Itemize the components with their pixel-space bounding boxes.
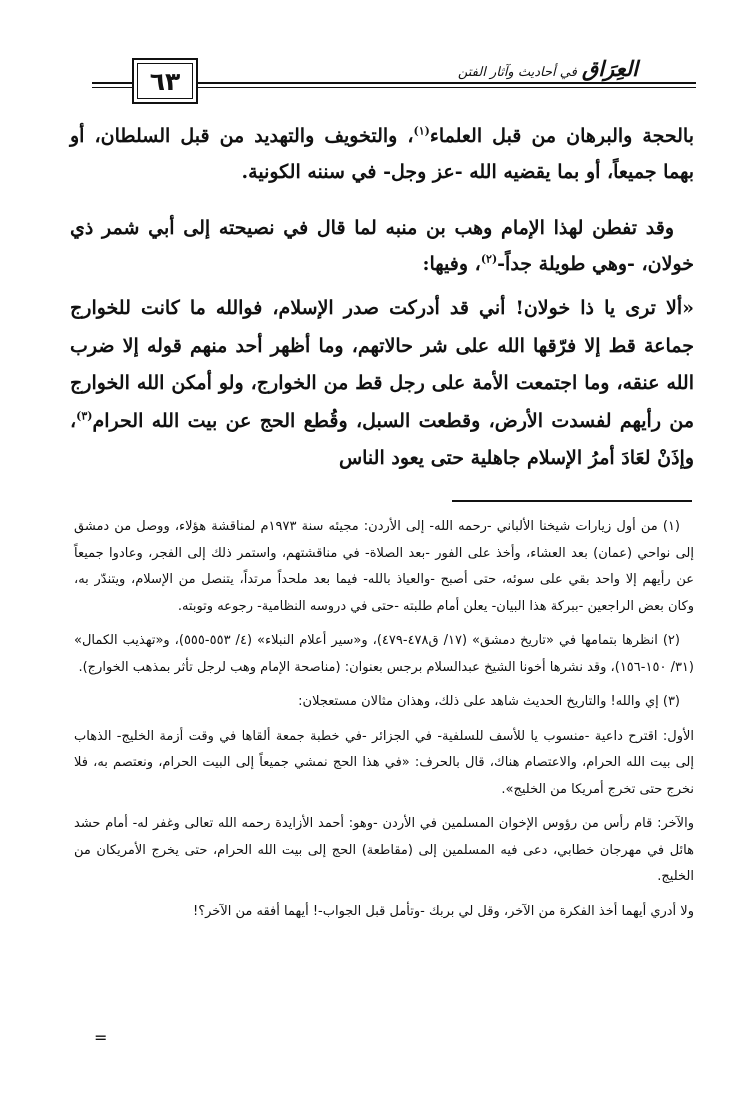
quote-paragraph bbox=[70, 290, 694, 478]
running-title bbox=[452, 56, 644, 81]
paragraph-1-rest: ، والتخويف والتهديد من قبل السلطان، أو بهما جميعاً، أو بما يقضيه الله -عز وجل- في سننه الكونية. bbox=[70, 125, 694, 183]
footnote-ref-2[interactable]: (٢) bbox=[480, 252, 498, 266]
footnote-1: (١) من أول زيارات شيخنا الألباني -رحمه الله- إلى الأردن: مجيئه سنة ١٩٧٣م لمناقشة هؤلاء، ووصل من دمشق إلى نواحي (عمان) بعد العشاء، وأخذ على الفور -بعد الصلاة- في مناقشتهم، واستمر ذلك إلى الفجر، وعادوا جميعاً عن رأيهم إلا واحد بقي على سوئه، حتى أصبح -والعياذ بالله- فيما بعد ملحداً مرتداً، يتنصل من الإسلام، ويتندّر به، وكان بعض الراجعين -ببركة هذا البيان- يعلن أمام طلبته -حتى في دروسه النظامية- رجوعه وتوبته. bbox=[74, 519, 694, 614]
footnote-3: (٣) إي والله! والتاريخ الحديث شاهد على ذلك، وهذان مثالان مستعجلان: bbox=[298, 694, 680, 709]
paragraph-2-text: وقد تفطن لهذا الإمام وهب بن منبه لما قال في نصيحته إلى أبي شمر ذي خولان، -وهي طويلة جداً- bbox=[70, 217, 694, 275]
footnote-3-closing: ولا أدري أيهما أخذ الفكرة من الآخر، وقل لي بربك -وتأمل قبل الجواب-! أيهما أفقه من الآخر؟! bbox=[193, 903, 694, 919]
footnote-3-first-example: الأول: اقترح داعية -منسوب يا للأسف للسلفية- في الجزائر -في خطبة جمعة ألقاها في وقت أزمة الخليج- الذهاب إلى بيت الله الحرام، والاعتصام هناك، قال بالحرف: «في هذا الحج نمشي جميعاً إلى البيت الحرام، ونعتصم به، فلا نخرج حتى تخرج أمريكا من الخليج». bbox=[74, 728, 694, 797]
footnote-continuation-mark: = bbox=[94, 1028, 108, 1047]
page-number: ٦٣ bbox=[149, 66, 181, 96]
footnote-separator bbox=[452, 500, 692, 502]
running-title-sub: في أحاديث وآثار الفتن bbox=[457, 65, 577, 80]
footnote-3-second-example: والآخر: قام رأس من رؤوس الإخوان المسلمين في الأردن -وهو: أحمد الأزايدة رحمه الله تعالى وغفر له- أمام حشد هائل في مهرجان خطابي، دعى فيه المسلمين إلى (مقاطعة) الحج إلى بيت الله الحرام، حتى يخرج الأمريكان من الخليج. bbox=[74, 816, 694, 884]
paragraph-2 bbox=[70, 210, 694, 282]
footnote-ref-1[interactable]: (١) bbox=[413, 124, 430, 138]
footnote-ref-3[interactable]: (٣) bbox=[76, 409, 93, 423]
paragraph-2-rest: ، وفيها: bbox=[422, 253, 481, 275]
paragraph-1-text: بالحجة والبرهان من قبل العلماء bbox=[429, 125, 694, 147]
footnotes bbox=[74, 514, 694, 933]
page-number-box bbox=[132, 58, 198, 104]
running-title-main: العِرَاق bbox=[581, 56, 638, 81]
page-header bbox=[92, 50, 696, 110]
quote-rest: ، وإذَنْ لعَادَ أمرُ الإسلام جاهلية حتى يعود الناس bbox=[70, 409, 694, 470]
footnote-2: (٢) انظرها بتمامها في «تاريخ دمشق» (١٧/ ق٤٧٨-٤٧٩)، و«سير أعلام النبلاء» (٤/ ٥٥٣-٥٥٥)، و«تهذيب الكمال» (٣١/ ١٥٠-١٥٦)، وقد نشرها أخونا الشيخ عبدالسلام برجس بعنوان: (مناصحة الإمام وهب لرجل تأثر بمذهب الخوارج). bbox=[74, 633, 694, 675]
quote-text: «ألا ترى يا ذا خولان! أني قد أدركت صدر الإسلام، فوالله ما كانت للخوارج جماعة قط إلا فرّقها الله على شر حالاتهم، وما أظهر أحد منهم قوله إلا ضرب الله عنقه، وما اجتمعت الأمة على رجل قط من الخوارج، ولو أمكن الله الخوارج من رأيهم لفسدت الأرض، وقطعت السبل، وقُطع الحج عن بيت الله الحرام bbox=[70, 297, 694, 432]
paragraph-1 bbox=[70, 118, 694, 190]
